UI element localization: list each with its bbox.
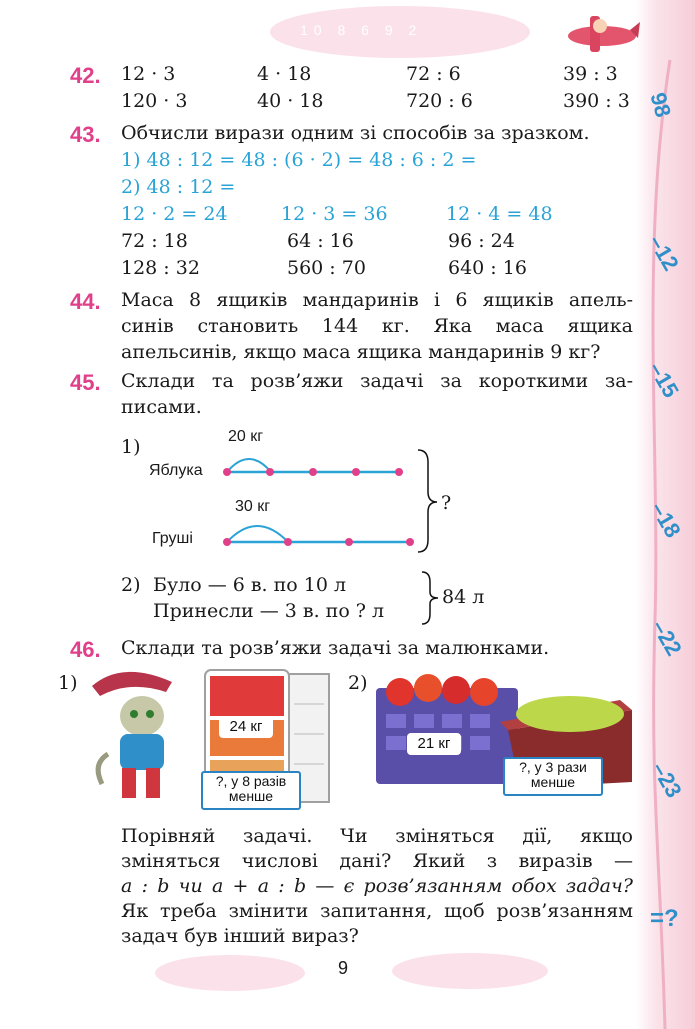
- question-tag-line: менше: [228, 788, 274, 804]
- expression: 64 : 16: [287, 230, 354, 252]
- expression: 12 · 3: [121, 63, 176, 85]
- item-label: 1): [121, 436, 141, 458]
- side-number: –18: [645, 497, 686, 542]
- question-line: Порівняй задачі. Чи зміняться дії, якщо: [121, 825, 633, 847]
- side-number: 98: [645, 89, 676, 120]
- example-line: 12 · 2 = 24: [121, 203, 228, 225]
- expression: 128 : 32: [121, 257, 200, 279]
- expression: 39 : 3: [563, 63, 618, 85]
- expression: 120 · 3: [121, 90, 188, 112]
- side-number: –12: [643, 230, 684, 275]
- question-line: зміняться числові дані? Який з виразів —: [121, 850, 633, 872]
- expression: 96 : 24: [448, 230, 515, 252]
- side-number: –22: [646, 615, 687, 660]
- question-line: Як треба змінити запитання, щоб розв’язанням: [121, 900, 633, 922]
- item-label: 2): [348, 672, 368, 694]
- airplane-icon: [560, 8, 640, 58]
- arc-label: 30 кг: [235, 498, 271, 515]
- task-text-line: Маса 8 ящиків мандаринів і 6 ящиків апель-: [121, 289, 633, 311]
- weight-label-24: 24 кг: [219, 716, 273, 738]
- task-number: 44.: [70, 289, 101, 314]
- task-text-line: писами.: [121, 396, 202, 418]
- side-number: –15: [643, 357, 684, 402]
- question-tag-line: ?, у 8 разів: [215, 773, 287, 789]
- question-line: a : b чи a + a : b — є розв’язанням обох задач?: [121, 875, 633, 897]
- weight-label-21: 21 кг: [407, 733, 461, 755]
- arc-label: 20 кг: [228, 428, 264, 445]
- expression: 390 : 3: [563, 90, 630, 112]
- task-text: Обчисли вирази одним зі способів за зразком.: [121, 122, 590, 144]
- task-text-line: апельсинів, якщо маса ящика мандаринів 9 кг?: [121, 341, 601, 363]
- item-label: 2): [121, 574, 141, 596]
- side-number: –23: [646, 757, 687, 802]
- expression: 72 : 6: [406, 63, 461, 85]
- expression: 4 · 18: [257, 63, 312, 85]
- example-line: 12 · 3 = 36: [281, 203, 388, 225]
- segment-diagram: [215, 440, 455, 560]
- question-tag: [503, 757, 603, 796]
- expression: 72 : 18: [121, 230, 188, 252]
- task-number: 45.: [70, 370, 101, 395]
- expression: 40 · 18: [257, 90, 324, 112]
- question-tag-line: менше: [530, 774, 576, 790]
- segment-label-pears: Груші: [152, 530, 193, 547]
- example-line: 12 · 4 = 48: [446, 203, 553, 225]
- expression: 640 : 16: [448, 257, 527, 279]
- task-number: 46.: [70, 637, 101, 662]
- side-number: =?: [650, 905, 679, 932]
- task-text-line: синів становить 144 кг. Яка маса ящика: [121, 315, 633, 337]
- question-tag-line: ?, у 3 рази: [519, 759, 587, 775]
- task-number: 43.: [70, 122, 101, 147]
- example-line: 2) 48 : 12 =: [121, 176, 236, 198]
- brace: [418, 568, 442, 628]
- question-line: задач був інший вираз?: [121, 925, 359, 947]
- footer-cloud-decoration: [150, 945, 550, 1005]
- question-mark: ?: [441, 492, 452, 514]
- task-number: 42.: [70, 63, 101, 88]
- question-tag: [201, 771, 301, 810]
- task-text: Склади та розв’яжи задачі за малюнками.: [121, 637, 550, 659]
- segment-label-apples: Яблука: [149, 462, 203, 479]
- short-record-line: Було — 6 в. по 10 л: [153, 574, 347, 596]
- expression: 560 : 70: [287, 257, 366, 279]
- total-value: 84 л: [442, 586, 485, 608]
- example-line: 1) 48 : 12 = 48 : (6 · 2) = 48 : 6 : 2 =: [121, 149, 477, 171]
- short-record-line: Принесли — 3 в. по ? л: [153, 600, 385, 622]
- header-digits: 10 8 6 9 2: [300, 22, 423, 38]
- task-text-line: Склади та розв’яжи задачі за короткими за-: [121, 370, 633, 392]
- page-number: 9: [338, 958, 349, 978]
- item-label: 1): [58, 672, 78, 694]
- expression: 720 : 6: [406, 90, 473, 112]
